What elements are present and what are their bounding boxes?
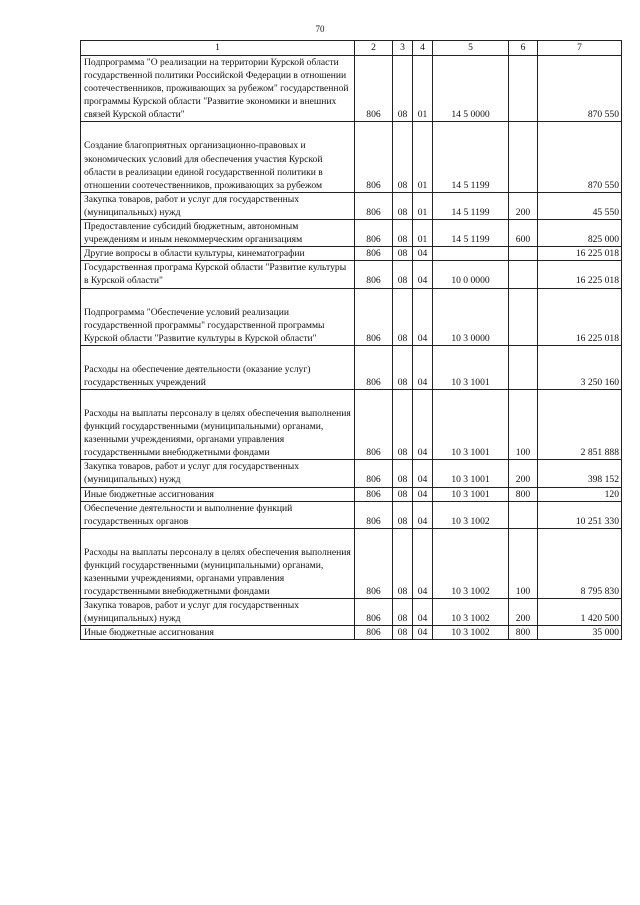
row-amount-cell: 870 550 [538, 56, 622, 122]
row-chapter-cell: 806 [355, 501, 393, 528]
budget-table [80, 40, 622, 640]
table-body [81, 56, 622, 640]
row-name-cell [81, 460, 355, 487]
header-cell-1: 1 [81, 41, 355, 56]
row-name-cell [81, 626, 355, 640]
row-target-article-cell: 10 3 1001 [433, 389, 509, 459]
row-chapter-cell: 806 [355, 626, 393, 640]
row-target-article-cell: 10 3 1002 [433, 626, 509, 640]
row-amount-cell: 16 225 018 [538, 288, 622, 345]
row-amount-cell: 35 000 [538, 626, 622, 640]
header-cell-6: 6 [509, 41, 538, 56]
table-row [81, 501, 622, 528]
row-chapter-cell: 806 [355, 192, 393, 219]
row-section-cell: 08 [393, 345, 413, 389]
row-chapter-cell: 806 [355, 288, 393, 345]
row-name-text: Государственная програма Курской области "Развитие культуры в Курской области" [84, 262, 347, 287]
row-name-cell [81, 192, 355, 219]
row-target-article-cell: 14 5 1199 [433, 220, 509, 247]
header-cell-7: 7 [538, 41, 622, 56]
row-chapter-cell: 806 [355, 528, 393, 598]
row-section-cell: 08 [393, 192, 413, 219]
row-name-text: Закупка товаров, работ и услуг для государственных (муниципальных) нужд [84, 461, 300, 486]
page-number: 70 [315, 24, 325, 34]
row-expense-type-cell [509, 345, 538, 389]
table-row [81, 389, 622, 459]
row-name-cell [81, 220, 355, 247]
row-subsection-cell: 01 [413, 192, 433, 219]
row-name-text: Другие вопросы в области культуры, кинематографии [84, 248, 305, 260]
row-amount-cell: 10 251 330 [538, 501, 622, 528]
row-name-text: Иные бюджетные ассигнования [84, 627, 214, 639]
row-section-cell: 08 [393, 460, 413, 487]
row-amount-cell: 398 152 [538, 460, 622, 487]
row-name-cell [81, 528, 355, 598]
header-cell-2: 2 [355, 41, 393, 56]
row-name-text: Подпрограмма "О реализации на территории Курской области государственной политики Российской Федерации в отношении соотечественников, проживающих за рубежом" государственной программы Курской области "Развитие экономики и внешних связей Курской области" [84, 57, 349, 121]
row-section-cell: 08 [393, 247, 413, 261]
row-amount-cell: 8 795 830 [538, 528, 622, 598]
row-target-article-cell: 14 5 0000 [433, 56, 509, 122]
row-section-cell: 08 [393, 56, 413, 122]
row-amount-cell: 45 550 [538, 192, 622, 219]
row-subsection-cell: 01 [413, 122, 433, 192]
row-amount-cell: 1 420 500 [538, 599, 622, 626]
row-chapter-cell: 806 [355, 220, 393, 247]
row-expense-type-cell [509, 288, 538, 345]
row-name-cell [81, 501, 355, 528]
row-target-article-cell: 10 0 0000 [433, 261, 509, 288]
row-target-article-cell: 10 3 0000 [433, 288, 509, 345]
row-chapter-cell: 806 [355, 460, 393, 487]
row-name-text: Предоставление субсидий бюджетным, автономным учреждениям и иным некоммерческим организациям [84, 221, 303, 246]
row-target-article-cell: 10 3 1002 [433, 599, 509, 626]
table-row [81, 288, 622, 345]
row-section-cell: 08 [393, 288, 413, 345]
row-expense-type-cell: 200 [509, 460, 538, 487]
row-chapter-cell: 806 [355, 122, 393, 192]
row-expense-type-cell: 100 [509, 528, 538, 598]
row-chapter-cell: 806 [355, 487, 393, 501]
row-name-text: Расходы на выплаты персоналу в целях обеспечения выполнения функций государственными (муниципальными) органами, казенными учреждениями, органами управления государственными внебюджетными фондами [84, 407, 351, 459]
row-subsection-cell: 01 [413, 56, 433, 122]
row-target-article-cell: 10 3 1002 [433, 528, 509, 598]
table-row [81, 460, 622, 487]
row-section-cell: 08 [393, 487, 413, 501]
row-target-article-cell: 10 3 1001 [433, 345, 509, 389]
row-section-cell: 08 [393, 122, 413, 192]
row-name-cell [81, 288, 355, 345]
row-section-cell: 08 [393, 389, 413, 459]
header-cell-5: 5 [433, 41, 509, 56]
table-row [81, 599, 622, 626]
row-expense-type-cell [509, 247, 538, 261]
row-name-cell [81, 599, 355, 626]
row-amount-cell: 2 851 888 [538, 389, 622, 459]
table-row [81, 192, 622, 219]
row-amount-cell: 16 225 018 [538, 261, 622, 288]
row-amount-cell: 825 000 [538, 220, 622, 247]
row-subsection-cell: 04 [413, 528, 433, 598]
row-expense-type-cell: 800 [509, 487, 538, 501]
row-chapter-cell: 806 [355, 389, 393, 459]
table-row [81, 247, 622, 261]
row-section-cell: 08 [393, 501, 413, 528]
table-row [81, 220, 622, 247]
row-name-text: Закупка товаров, работ и услуг для государственных (муниципальных) нужд [84, 193, 300, 218]
row-expense-type-cell [509, 261, 538, 288]
table-row [81, 122, 622, 192]
row-section-cell: 08 [393, 528, 413, 598]
table-row [81, 261, 622, 288]
row-subsection-cell: 04 [413, 460, 433, 487]
row-target-article-cell: 14 5 1199 [433, 192, 509, 219]
row-amount-cell: 16 225 018 [538, 247, 622, 261]
row-expense-type-cell: 600 [509, 220, 538, 247]
row-chapter-cell: 806 [355, 261, 393, 288]
row-name-cell [81, 122, 355, 192]
header-row [81, 41, 622, 56]
row-subsection-cell: 04 [413, 389, 433, 459]
table-row [81, 345, 622, 389]
row-name-text: Закупка товаров, работ и услуг для государственных (муниципальных) нужд [84, 600, 300, 625]
row-expense-type-cell [509, 501, 538, 528]
row-amount-cell: 3 250 160 [538, 345, 622, 389]
table-row [81, 56, 622, 122]
row-name-cell [81, 487, 355, 501]
row-name-cell [81, 261, 355, 288]
row-name-text: Подпрограмма "Обеспечение условий реализации государственной программы" государственной программы Курской области "Развитие культуры в Курской области" [84, 306, 325, 344]
row-section-cell: 08 [393, 261, 413, 288]
row-name-text: Создание благоприятных организационно-правовых и экономических условий для обеспечения участия Курской области в реализации единой государственной политики в отношении соотечественников, проживающих за рубежом [84, 140, 323, 191]
row-expense-type-cell: 200 [509, 192, 538, 219]
row-chapter-cell: 806 [355, 56, 393, 122]
row-chapter-cell: 806 [355, 247, 393, 261]
row-expense-type-cell: 100 [509, 389, 538, 459]
row-amount-cell: 870 550 [538, 122, 622, 192]
row-amount-cell: 120 [538, 487, 622, 501]
header-cell-3: 3 [393, 41, 413, 56]
row-subsection-cell: 04 [413, 599, 433, 626]
table-row [81, 626, 622, 640]
row-name-cell [81, 345, 355, 389]
row-name-cell [81, 389, 355, 459]
row-subsection-cell: 04 [413, 626, 433, 640]
row-name-text: Расходы на обеспечение деятельности (оказание услуг) государственных учреждений [84, 363, 311, 388]
row-expense-type-cell [509, 122, 538, 192]
row-subsection-cell: 01 [413, 220, 433, 247]
row-subsection-cell: 04 [413, 501, 433, 528]
row-name-text: Расходы на выплаты персоналу в целях обеспечения выполнения функций государственными (муниципальными) органами, казенными учреждениями, органами управления государственными внебюджетными фондами [84, 546, 351, 598]
row-expense-type-cell: 200 [509, 599, 538, 626]
row-target-article-cell: 10 3 1001 [433, 460, 509, 487]
row-section-cell: 08 [393, 599, 413, 626]
row-expense-type-cell: 800 [509, 626, 538, 640]
row-target-article-cell [433, 247, 509, 261]
row-subsection-cell: 04 [413, 261, 433, 288]
row-target-article-cell: 10 3 1001 [433, 487, 509, 501]
row-section-cell: 08 [393, 220, 413, 247]
row-section-cell: 08 [393, 626, 413, 640]
table-row [81, 487, 622, 501]
row-chapter-cell: 806 [355, 599, 393, 626]
row-subsection-cell: 04 [413, 345, 433, 389]
row-name-cell [81, 56, 355, 122]
row-target-article-cell: 14 5 1199 [433, 122, 509, 192]
row-chapter-cell: 806 [355, 345, 393, 389]
row-subsection-cell: 04 [413, 288, 433, 345]
row-name-cell [81, 247, 355, 261]
table-row [81, 528, 622, 598]
row-expense-type-cell [509, 56, 538, 122]
header-cell-4: 4 [413, 41, 433, 56]
row-target-article-cell: 10 3 1002 [433, 501, 509, 528]
row-name-text: Иные бюджетные ассигнования [84, 488, 214, 500]
row-name-text: Обеспечение деятельности и выполнение функций государственных органов [84, 502, 293, 527]
row-subsection-cell: 04 [413, 487, 433, 501]
row-subsection-cell: 04 [413, 247, 433, 261]
